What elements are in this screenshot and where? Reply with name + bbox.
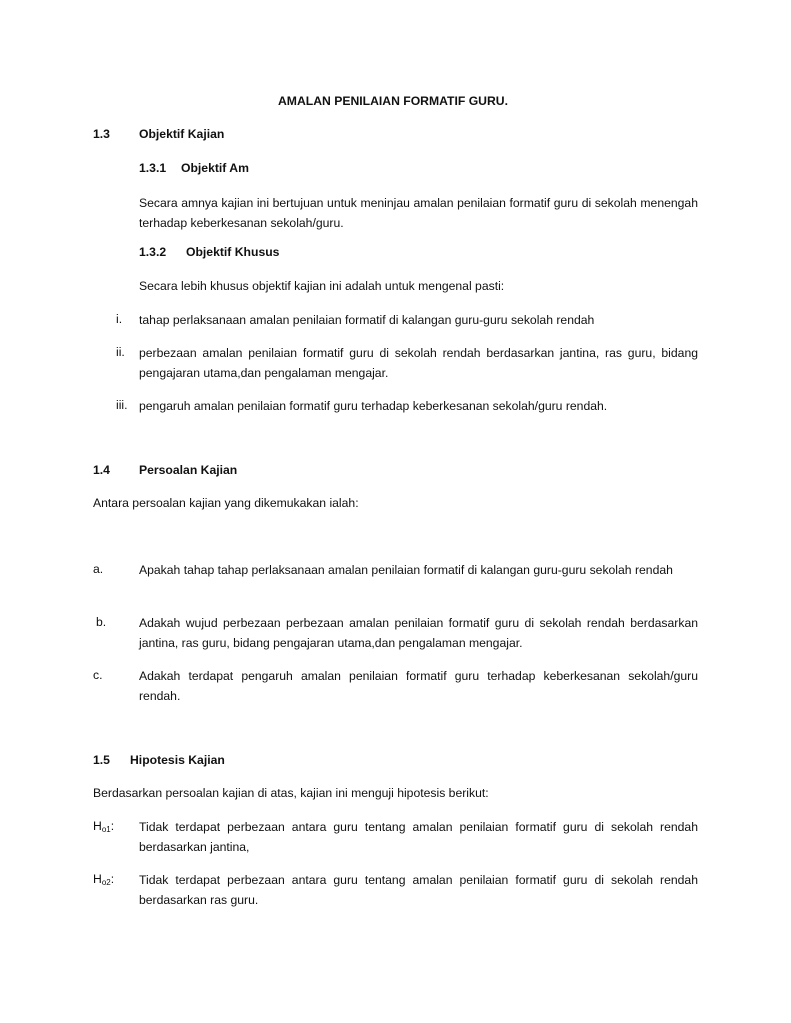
list-item-marker: a. [93, 562, 104, 576]
list-item-text: Adakah wujud perbezaan perbezaan amalan penilaian formatif guru di sekolah rendah berdasarkan jantina, ras guru, bidang pengajaran utama,dan pengalaman mengajar. [139, 616, 698, 650]
list-item-text: Adakah terdapat pengaruh amalan penilaian formatif guru terhadap keberkesanan sekolah/guru rendah. [139, 669, 698, 703]
list-item-marker: i. [116, 312, 123, 326]
hipotesis-intro: Berdasarkan persoalan kajian di atas, kajian ini menguji hipotesis berikut: [93, 786, 489, 800]
section-1-4-number: 1.4 [93, 463, 110, 477]
list-item-text: perbezaan amalan penilaian formatif guru di sekolah rendah berdasarkan jantina, ras guru, bidang pengajaran utama,dan pengalaman mengajar. [139, 346, 698, 380]
list-item-marker: b. [96, 615, 107, 629]
section-1-5-heading: Hipotesis Kajian [130, 753, 225, 767]
section-1-3-heading: Objektif Kajian [139, 127, 225, 141]
hypothesis-text: Tidak terdapat perbezaan antara guru tentang amalan penilaian formatif guru di sekolah rendah berdasarkan ras guru. [139, 873, 698, 907]
list-item-text: pengaruh amalan penilaian formatif guru terhadap keberkesanan sekolah/guru rendah. [139, 399, 608, 413]
hypothesis-text: Tidak terdapat perbezaan antara guru tentang amalan penilaian formatif guru di sekolah rendah berdasarkan jantina, [139, 820, 698, 854]
objektif-am-paragraph: Secara amnya kajian ini bertujuan untuk meninjau amalan penilaian formatif guru di sekolah menengah terhadap keberkesanan sekolah/guru. [139, 196, 698, 230]
section-1-3-2-number: 1.3.2 [139, 245, 167, 259]
list-item-marker: c. [93, 668, 103, 682]
section-1-3-number: 1.3 [93, 127, 110, 141]
section-1-4-heading: Persoalan Kajian [139, 463, 238, 477]
document-title: AMALAN PENILAIAN FORMATIF GURU. [278, 94, 508, 108]
persoalan-intro: Antara persoalan kajian yang dikemukakan ialah: [93, 496, 359, 510]
hypothesis-label: $H_{o1}$: [93, 819, 115, 834]
objektif-khusus-intro: Secara lebih khusus objektif kajian ini adalah untuk mengenal pasti: [139, 279, 505, 293]
list-item-text: tahap perlaksanaan amalan penilaian formatif di kalangan guru-guru sekolah rendah [139, 313, 595, 327]
section-1-5-number: 1.5 [93, 753, 110, 767]
list-item-marker: ii. [116, 345, 125, 359]
hypothesis-label: $H_{o2}$: [93, 872, 115, 887]
section-1-3-2-heading: Objektif Khusus [186, 245, 280, 259]
section-1-3-1-number: 1.3.1 [139, 161, 167, 175]
list-item-text: Apakah tahap tahap perlaksanaan amalan penilaian formatif di kalangan guru-guru sekolah rendah [139, 563, 673, 577]
list-item-marker: iii. [116, 398, 128, 412]
section-1-3-1-heading: Objektif Am [181, 161, 249, 175]
